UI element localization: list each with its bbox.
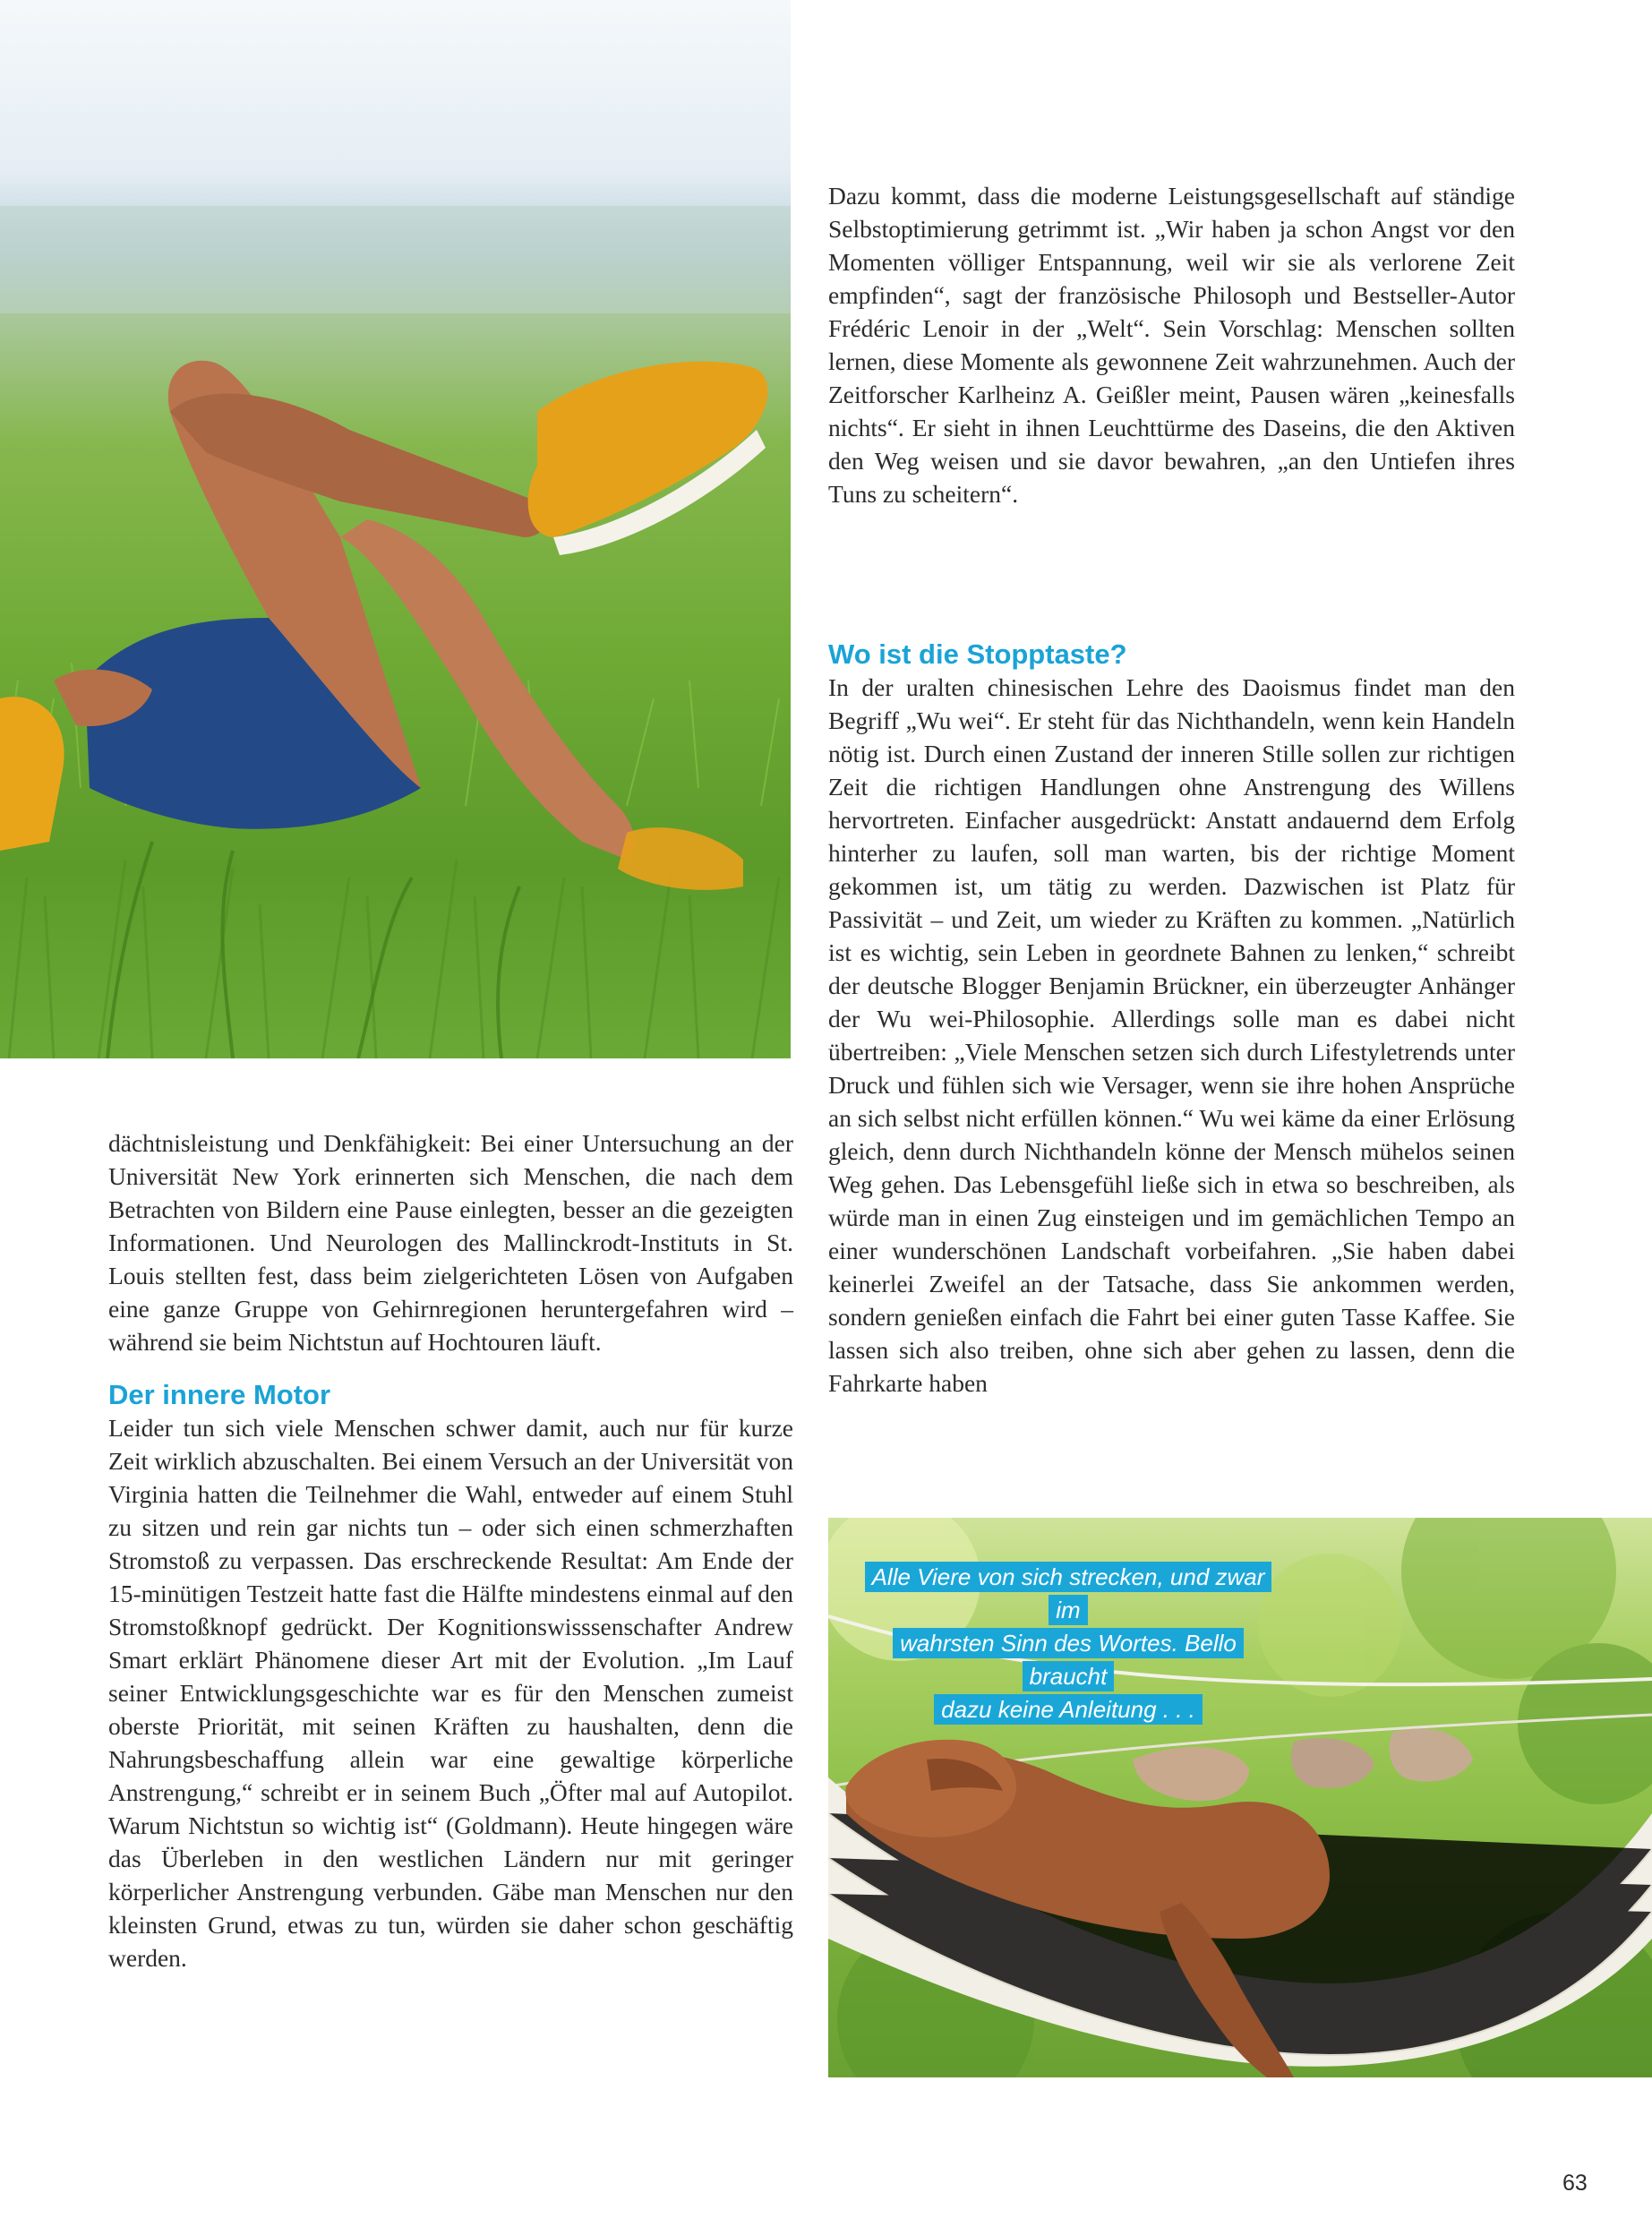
paragraph-wu-wei: In der uralten chinesischen Lehre des Daoismus findet man den Begriff „Wu wei“. Er steht für das Nichthandeln, wenn kein Handeln nötig ist. Durch einen Zustand der inneren Stille sollen zur richtigen Zeit die richtigen Handlungen ohne Anstrengung des Willens hervortreten. Einfacher ausgedrückt: Anstatt andauernd dem Erfolg hinterher zu laufen, soll man warten, bis der richtige Moment gekommen ist, um tätig zu werden. Dazwischen ist Platz für Passivität – und Zeit, um wieder zu Kräften zu kommen. „Natürlich ist es wichtig, sein Leben in geordnete Bahnen zu lenken,“ schreibt der deutsche Blogger Benjamin Brückner, ein überzeugter Anhänger der Wu wei-Philosophie. Allerdings solle man es dabei nicht übertreiben: „Viele Menschen setzen sich durch Lifestyletrends unter Druck und fühlen sich wie Versager, wenn sie ihre hohen Ansprüche an sich selbst nicht erfüllen können.“ Wu wei käme da einer Erlösung gleich, denn durch Nichthandeln könne der Mensch mühelos seinen Weg gehen. Das Lebensgefühl ließe sich in etwa so beschreiben, als würde man in einen Zug einsteigen und im gemächlichen Tempo an einer wunderschönen Landschaft vorbeifahren. „Sie haben dabei keinerlei Zweifel an der Tatsache, dass Sie ankommen werden, sondern genießen einfach die Fahrt bei einer guten Tasse Kaffee. Sie lassen sich also treiben, ohne sich aber gehen zu lassen, denn die Fahrkarte haben bbox=[828, 673, 1515, 1397]
caption-line-3: dazu keine Anleitung . . . bbox=[934, 1694, 1203, 1725]
paragraph-pauses: Dazu kommt, dass die moderne Leistungsgesellschaft auf ständige Selbstoptimierung getrimmt ist. „Wir haben ja schon Angst vor den Momenten völliger Entspannung, weil wir sie als verlorene Zeit empfinden“, sagt der französische Philosoph und Bestseller-Autor Frédéric Lenoir in der „Welt“. Sein Vorschlag: Menschen sollten lernen, diese Momente als gewonnene Zeit wahrzunehmen. Auch der Zeitforscher Karlheinz A. Geißler meint, Pausen wären „keinesfalls nichts“. Er sieht in ihnen Leuchttürme des Daseins, die den Aktiven den Weg weisen und sie davor bewahren, „an den Untiefen ihres Tuns zu scheitern“. bbox=[828, 182, 1515, 508]
photo-dog-in-hammock bbox=[828, 1518, 1652, 2077]
photo-woman-in-grass-illustration bbox=[0, 0, 791, 1058]
right-column-top bbox=[828, 179, 1515, 510]
photo-caption bbox=[862, 1561, 1274, 1726]
paragraph-evolution: Leider tun sich viele Menschen schwer damit, auch nur für kurze Zeit wirklich abzuschalten. Bei einem Versuch an der Universität von Virginia hatten die Teilnehmer die Wahl, entweder auf einem Stuhl zu sitzen und rein gar nichts tun – oder sich einen schmerzhaften Stromstoß zu verpassen. Das erschreckende Resultat: Am Ende der 15-minütigen Testzeit hatte fast die Hälfte mindestens einmal auf den Stromstoßknopf gedrückt. Der Kognitionswisssenschafter Andrew Smart erklärt Phänomene dieser Art mit der Evolution. „Im Lauf seiner Entwicklungsgeschichte war es für den Menschen zumeist oberste Priorität, mit seinen Kräften zu haushalten, denn die Nahrungsbeschaffung allein war eine gewaltige körperliche Anstrengung,“ schreibt er in seinem Buch „Öfter mal auf Autopilot. Warum Nichtstun so wichtig ist“ (Goldmann). Heute hingegen wäre das Überleben in den westlichen Ländern nur mit geringer körperlicher Anstrengung verbunden. Gäbe man Menschen nur den kleinsten Grund, etwas zu tun, würden sie daher schon geschäftig werden. bbox=[108, 1414, 793, 1972]
page-number: 63 bbox=[1562, 2171, 1588, 2196]
right-column-section bbox=[828, 638, 1515, 1400]
paragraph-memory: dächtnisleistung und Denkfähigkeit: Bei einer Untersuchung an der Universität New York erinnerten sich Menschen, die nach dem Betrachten von Bildern eine Pause einlegten, besser an die gezeigten Informationen. Und Neurologen des Mallinckrodt-Instituts in St. Louis stellten fest, dass beim zielgerichteten Lösen von Aufgaben eine ganze Gruppe von Gehirnregionen heruntergefahren wird – während sie beim Nichtstun auf Hochtouren läuft. bbox=[108, 1129, 793, 1356]
section-heading-innerer-motor: Der innere Motor bbox=[108, 1379, 331, 1410]
caption-line-2: wahrsten Sinn des Wortes. Bello braucht bbox=[893, 1628, 1244, 1691]
section-heading-stopptaste: Wo ist die Stopptaste? bbox=[828, 638, 1127, 670]
photo-woman-in-grass bbox=[0, 0, 791, 1058]
caption-line-1: Alle Viere von sich strecken, und zwar im bbox=[865, 1562, 1272, 1625]
left-column bbox=[108, 1126, 793, 1974]
